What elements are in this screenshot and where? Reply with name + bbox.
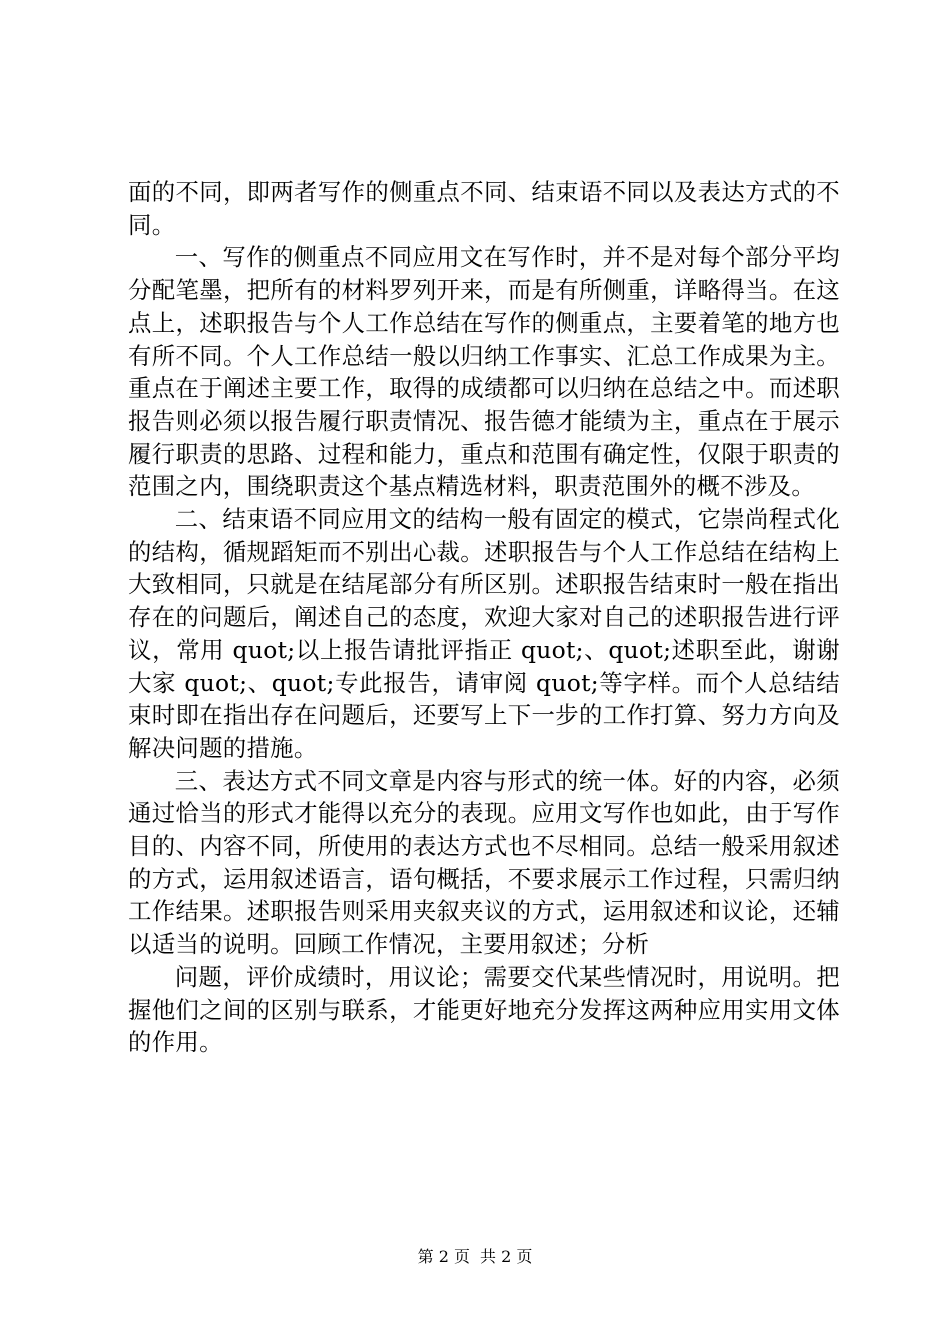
page-footer bbox=[0, 1244, 950, 1267]
page-total: 共 2 页 bbox=[480, 1247, 533, 1266]
paragraph-section-one: 一、写作的侧重点不同应用文在写作时，并不是对每个部分平均分配笔墨，把所有的材料罗列开来，而是有所侧重，详略得当。在这点上，述职报告与个人工作总结在写作的侧重点，主要着笔的地方也有所不同。个人工作总结一般以归纳工作事实、汇总工作成果为主。重点在于阐述主要工作，取得的成绩都可以归纳在总结之中。而述职报告则必须以报告履行职责情况、报告德才能绩为主，重点在于展示履行职责的思路、过程和能力，重点和范围有确定性，仅限于职责的范围之内，围绕职责这个基点精选材料，职责范围外的概不涉及。 bbox=[128, 243, 840, 501]
page-number: 第 2 页 bbox=[417, 1247, 470, 1266]
document-body bbox=[128, 176, 840, 1059]
paragraph-section-three: 三、表达方式不同文章是内容与形式的统一体。好的内容，必须通过恰当的形式才能得以充分的表现。应用文写作也如此，由于写作目的、内容不同，所使用的表达方式也不尽相同。总结一般采用叙述的方式，运用叙述语言，语句概括，不要求展示工作过程，只需归纳工作结果。述职报告则采用夹叙夹议的方式，运用叙述和议论，还辅以适当的说明。回顾工作情况，主要用叙述；分析 bbox=[128, 766, 840, 959]
paragraph-conclusion: 问题，评价成绩时，用议论；需要交代某些情况时，用说明。把握他们之间的区别与联系，才能更好地充分发挥这两种应用实用文体的作用。 bbox=[128, 962, 840, 1057]
paragraph-continuation: 面的不同，即两者写作的侧重点不同、结束语不同以及表达方式的不同。 bbox=[128, 178, 840, 239]
paragraph-section-two: 二、结束语不同应用文的结构一般有固定的模式，它崇尚程式化的结构，循规蹈矩而不别出心裁。述职报告与个人工作总结在结构上大致相同，只就是在结尾部分有所区别。述职报告结束时一般在指出存在的问题后，阐述自己的态度，欢迎大家对自己的述职报告进行评议，常用 quot;以上报告请批评指正 quot;、quot;述职至此，谢谢大家 quot;、quot;专此报告，请审阅 quot;等字样。而个人总结结束时即在指出存在问题后，还要写上下一步的工作打算、努力方向及解决问题的措施。 bbox=[128, 505, 840, 762]
